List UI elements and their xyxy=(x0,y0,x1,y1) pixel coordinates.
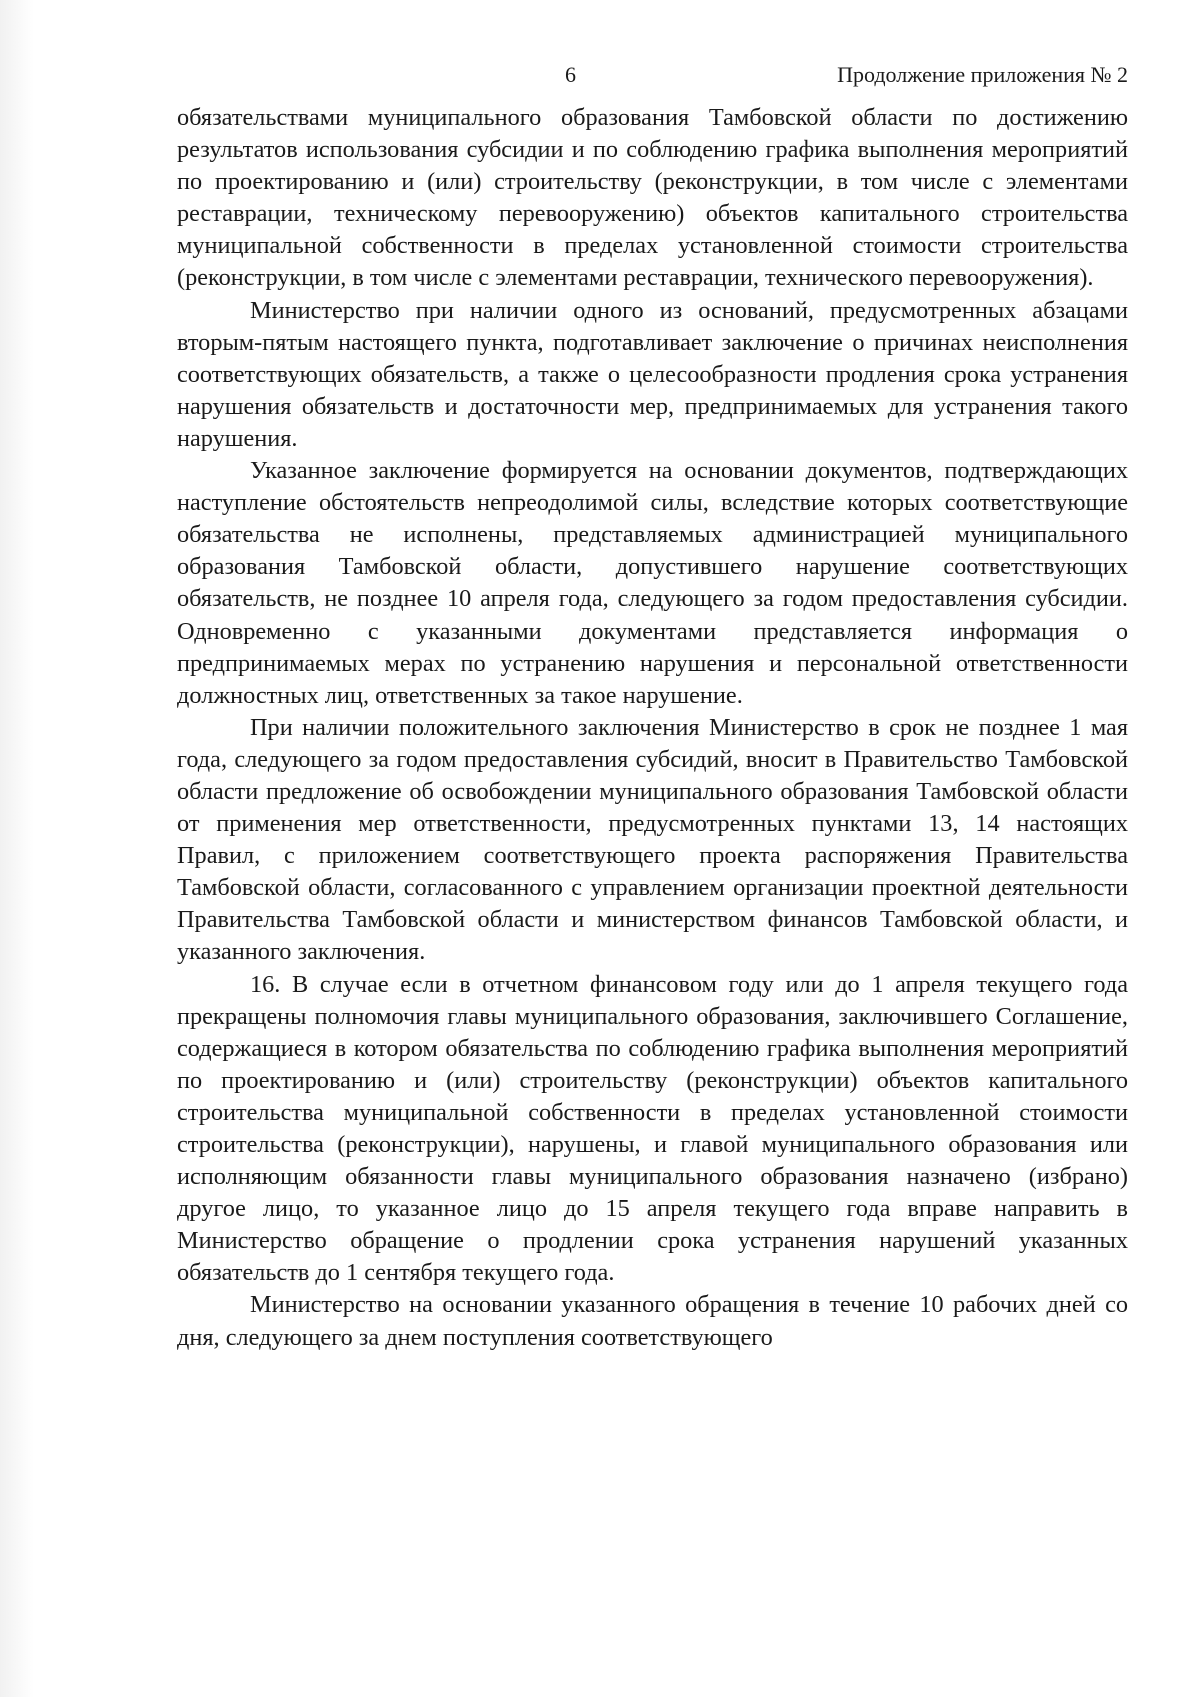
document-body xyxy=(177,102,1128,1354)
paragraph-ministry-appeal: Министерство на основании указанного обращения в течение 10 рабочих дней со дня, следующего за днем поступления соответствующего xyxy=(177,1291,1128,1351)
paragraph-continuation: обязательствами муниципального образования Тамбовской области по достижению результатов использования субсидии и по соблюдению графика выполнения мероприятий по проектированию и (или) строительству (реконструкции, в том числе с элементами реставрации, техническому перевооружению) объектов капитального строительства муниципальной собственности в пределах установленной стоимости строительства (реконструкции, в том числе с элементами реставрации, технического перевооружения). xyxy=(177,104,1128,292)
paragraph-positive-conclusion: При наличии положительного заключения Министерство в срок не позднее 1 мая года, следующего за годом предоставления субсидий, вносит в Правительство Тамбовской области предложение об освобождении муниципального образования Тамбовской области от применения мер ответственности, предусмотренных пунктами 13, 14 настоящих Правил, с приложением соответствующего проекта распоряжения Правительства Тамбовской области, согласованного с управлением организации проектной деятельности Правительства Тамбовской области и министерством финансов Тамбовской области, и указанного заключения. xyxy=(177,713,1128,966)
paragraph-item-16: 16. В случае если в отчетном финансовом году или до 1 апреля текущего года прекращены полномочия главы муниципального образования, заключившего Соглашение, содержащиеся в котором обязательства по соблюдению графика выполнения мероприятий по проектированию и (или) строительству (реконструкции) объектов капитального строительства муниципальной собственности в пределах установленной стоимости строительства (реконструкции), нарушены, и главой муниципального образования или исполняющим обязанности главы муниципального образования назначено (избрано) другое лицо, то указанное лицо до 15 апреля текущего года вправе направить в Министерство обращение о продлении срока устранения нарушений указанных обязательств до 1 сентября текущего года. xyxy=(177,970,1128,1287)
scan-edge-shadow xyxy=(0,0,34,1697)
paragraph-conclusion-basis: Указанное заключение формируется на основании документов, подтверждающих наступление обстоятельств непреодолимой силы, вследствие которых соответствующие обязательства не исполнены, представляемых администрацией муниципального образования Тамбовской области, допустившего нарушение соответствующих обязательств, не позднее 10 апреля года, следующего за годом предоставления субсидии. Одновременно с указанными документами представляется информация о предпринимаемых мерах по устранению нарушения и персональной ответственности должностных лиц, ответственных за такое нарушение. xyxy=(177,457,1128,709)
page-number: 6 xyxy=(565,62,576,87)
paragraph-ministry-conclusion: Министерство при наличии одного из оснований, предусмотренных абзацами вторым-пятым настоящего пункта, подготавливает заключение о причинах неисполнения соответствующих обязательств, а также о целесообразности продления срока устранения нарушения обязательств и достаточности мер, предпринимаемых для устранения такого нарушения. xyxy=(177,296,1128,452)
appendix-continuation-label: Продолжение приложения № 2 xyxy=(837,62,1128,87)
